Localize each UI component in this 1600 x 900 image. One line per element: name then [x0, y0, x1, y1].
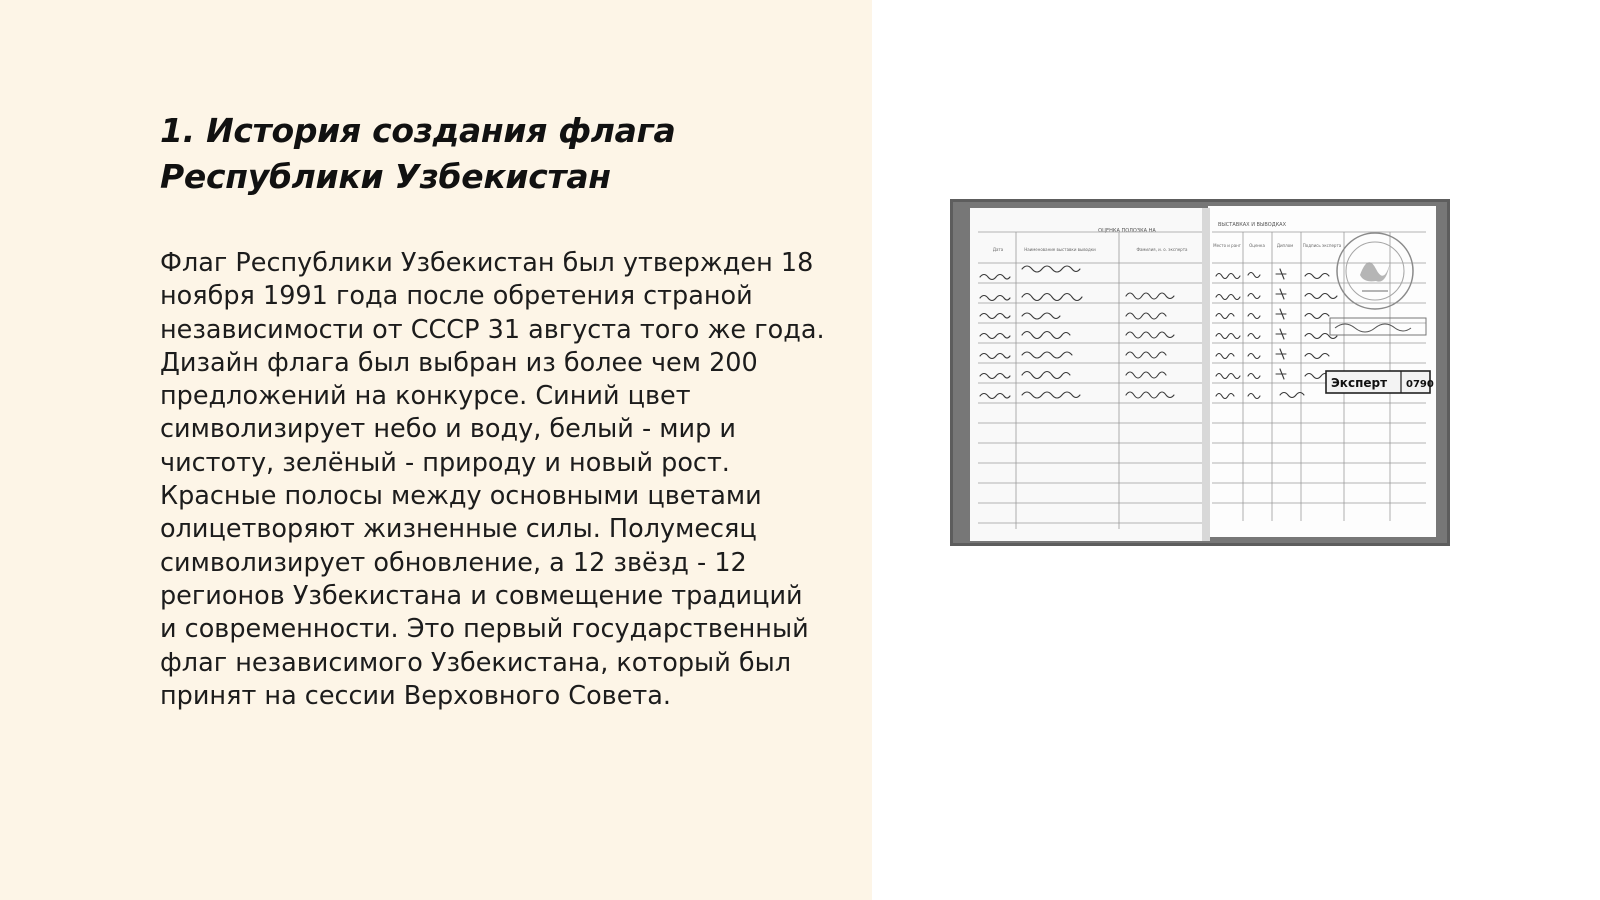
- column-header: Место и ранг: [1213, 243, 1241, 248]
- column-header: Дата: [992, 247, 1004, 252]
- body-line: символизирует небо и воду, белый - мир и: [160, 414, 736, 445]
- body-line: флаг независимого Узбекистана, который был: [160, 647, 792, 678]
- body-line: ноября 1991 года после обретения страной: [160, 281, 753, 312]
- body-line: независимости от СССР 31 августа того же года.: [160, 314, 825, 345]
- document-photo: [950, 199, 1450, 546]
- body-text: [160, 247, 860, 713]
- column-header: Наименование выставки выводки: [1024, 247, 1096, 252]
- slide-title: [160, 108, 850, 200]
- column-header: Диплом: [1276, 243, 1294, 248]
- left-page: [970, 208, 1207, 541]
- body-line: Флаг Республики Узбекистан был утвержден 18: [160, 248, 814, 278]
- column-header: Оценка: [1249, 243, 1265, 248]
- title-line: 1. История создания флага: [160, 111, 676, 150]
- body-line: регионов Узбекистана и совмещение традиций: [160, 580, 803, 611]
- stamp-label: Эксперт: [1331, 376, 1388, 390]
- body-line: символизирует обновление, а 12 звёзд - 12: [160, 547, 747, 578]
- body-line: предложений на конкурсе. Синий цвет: [160, 381, 691, 412]
- body-line: принят на сессии Верховного Совета.: [160, 680, 671, 711]
- title-line: Республики Узбекистан: [160, 157, 611, 196]
- body-line: олицетворяют жизненные силы. Полумесяц: [160, 514, 757, 545]
- column-header: Фамилия, и. о. эксперта: [1136, 247, 1188, 252]
- stamp-number: 0790: [1406, 379, 1434, 390]
- body-line: и современности. Это первый государственный: [160, 614, 809, 645]
- column-header: Подпись эксперта: [1302, 243, 1342, 248]
- body-line: Дизайн флага был выбран из более чем 200: [160, 347, 758, 378]
- header-right-text: ВЫСТАВКАХ И ВЫВОДКАХ: [1217, 222, 1287, 228]
- expert-stamp: [1326, 371, 1434, 393]
- header-left-text: ОЦЕНКА ПОЛОЗКА НА: [1098, 228, 1156, 234]
- body-line: Красные полосы между основными цветами: [160, 481, 762, 512]
- body-line: чистоту, зелёный - природу и новый рост.: [160, 447, 730, 478]
